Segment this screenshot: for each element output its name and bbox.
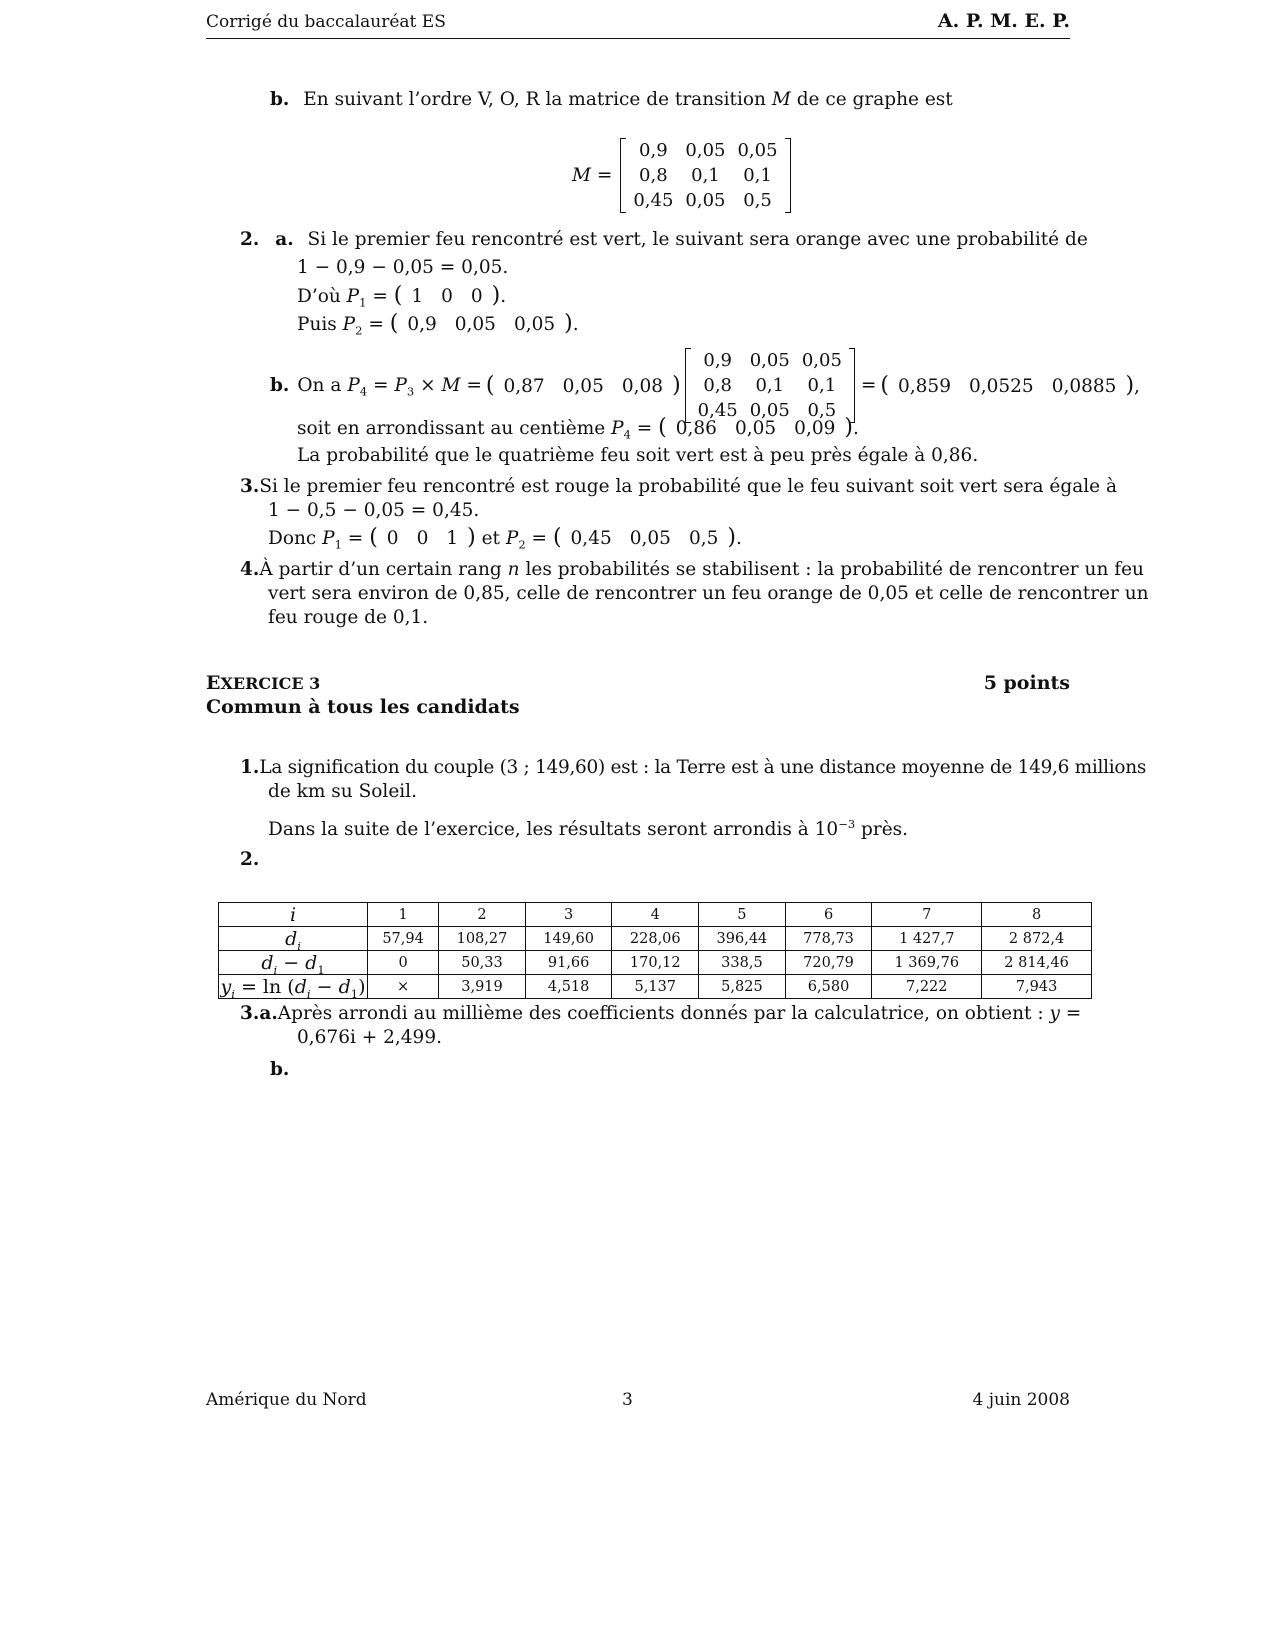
q2b-line3: La probabilité que le quatrième feu soit vert est à peu près égale à 0,86.	[297, 445, 979, 466]
matrix-cell: 0,05	[801, 350, 842, 371]
matrix-cell: 0,8	[639, 165, 668, 186]
table-cell: 1	[368, 903, 439, 927]
q2a-p-var: P	[346, 286, 360, 307]
table-cell: 170,12	[612, 951, 699, 975]
q2a-text1: Si le premier feu rencontré est vert, le suivant sera orange avec une probabilité de	[307, 229, 1088, 250]
table-cell: 5,137	[612, 975, 699, 999]
table-cell: 228,06	[612, 927, 699, 951]
row-label: $d_i - d_1$	[219, 951, 368, 975]
table-cell: 396,44	[699, 927, 786, 951]
page-number: 3	[622, 1390, 633, 1410]
matrix-row	[692, 348, 848, 373]
ex3-q2-number: 2.	[240, 849, 260, 870]
matrix-cell: 0,45	[697, 400, 738, 421]
table-cell: 2	[439, 903, 526, 927]
table-cell: 3	[525, 903, 612, 927]
row-label: $d_i$	[219, 927, 368, 951]
footer-date: 4 juin 2008	[972, 1390, 1070, 1410]
table-cell: 1 369,76	[872, 951, 982, 975]
table-row	[219, 975, 1092, 999]
q2a-line1	[240, 228, 1088, 252]
data-table	[218, 902, 1092, 999]
table-cell: 5	[699, 903, 786, 927]
exercise-3-subtitle: Commun à tous les candidats	[206, 696, 520, 718]
matrix-cell: 0,5	[743, 190, 772, 211]
q1b-var: M	[771, 89, 791, 110]
table-cell: 4,518	[525, 975, 612, 999]
table-row	[219, 951, 1092, 975]
table-cell: 0	[368, 951, 439, 975]
matrix-lhs: M =	[572, 165, 613, 186]
matrix-row	[627, 138, 783, 163]
q2b-prefix: On a	[297, 375, 342, 396]
matrix-cell: 0,1	[807, 375, 837, 396]
matrix-cell: 0,9	[639, 140, 668, 161]
exercise-3-points: 5 points	[983, 672, 1070, 694]
q2b-line2: soit en arrondissant au centième $P_4$ = ( 0,86 0,05 0,09 ).	[297, 415, 859, 442]
exercise-3-title: EXERCICE 3	[206, 672, 321, 694]
header-org: A. P. M. E. P.	[937, 10, 1070, 32]
table-cell: 4	[612, 903, 699, 927]
header-title: Corrigé du baccalauréat ES	[206, 12, 446, 32]
page-header	[206, 10, 1070, 39]
q2a-line4: Puis $P_2$ = ( 0,9 0,05 0,05 ).	[297, 311, 579, 338]
q2a-line2: 1 − 0,9 − 0,05 = 0,05.	[297, 257, 509, 278]
q4-line2: vert sera environ de 0,85, celle de rencontrer un feu orange de 0,05 et celle de rencontrer un	[268, 583, 1149, 604]
q2a-p-sub: 1	[359, 295, 367, 310]
table-cell: 2 872,4	[982, 927, 1092, 951]
table-row	[219, 927, 1092, 951]
p1-vector: ( 1 0 0 ).	[393, 283, 507, 308]
ex3-q1-line2: de km su Soleil.	[268, 781, 417, 802]
q3-line2: 1 − 0,5 − 0,05 = 0,45.	[268, 500, 480, 521]
matrix-cell: 0,05	[737, 140, 778, 161]
q2-number: 2.	[240, 229, 260, 250]
q2a-label: a.	[275, 229, 294, 250]
matrix-m2-table	[692, 348, 848, 423]
ex3-q3a-line1: 3. a. Après arrondi au millième des coefficients donnés par la calculatrice, on obtient : y =	[240, 1003, 1082, 1024]
q2a-p2-sub: 2	[355, 323, 363, 338]
table-cell: 2 814,46	[982, 951, 1092, 975]
matrix-cell: 0,8	[703, 375, 733, 396]
table-cell: 8	[982, 903, 1092, 927]
table-cell: 108,27	[439, 927, 526, 951]
matrix-cell: 0,9	[703, 350, 733, 371]
q2b-line1: b. On a $P_4 = P_3 \times M$ = ( 0,87 0,05 0,08 ) 0,9 0,05 0,05 0,8 0,1 0,1 0,45 0,05 0,5 = ( 0,859 0,0525 0,0885 ),	[270, 350, 1140, 421]
ex3-q3b-label: b.	[270, 1059, 290, 1080]
ex3-q3a-line2: 0,676i + 2,499.	[297, 1027, 442, 1048]
row-label: i	[219, 903, 368, 927]
q1b-line	[270, 88, 953, 112]
table-cell: 149,60	[525, 927, 612, 951]
table-cell: 778,73	[785, 927, 872, 951]
matrix-cell: 0,05	[749, 350, 790, 371]
q4-line1: 4. À partir d’un certain rang n les probabilités se stabilisent : la probabilité de rencontrer un feu	[240, 559, 1144, 580]
table-cell: 1 427,7	[872, 927, 982, 951]
table-cell: 7,943	[982, 975, 1092, 999]
matrix-cell: 0,05	[685, 140, 726, 161]
matrix-row	[627, 163, 783, 188]
table-cell: 6,580	[785, 975, 872, 999]
q4-line3: feu rouge de 0,1.	[268, 607, 429, 628]
matrix-row	[692, 373, 848, 398]
matrix-cell: 0,05	[685, 190, 726, 211]
q2a-line4-prefix: Puis	[297, 314, 337, 335]
q1b-text2: de ce graphe est	[796, 89, 953, 110]
table-cell: ×	[368, 975, 439, 999]
matrix-m-2	[685, 348, 855, 423]
table-cell: 7	[872, 903, 982, 927]
table-cell: 91,66	[525, 951, 612, 975]
row-label: $y_i = \ln (d_i - d_1)$	[219, 975, 368, 999]
p2-vector: ( 0,9 0,05 0,05 ).	[389, 311, 579, 336]
table-cell: 6	[785, 903, 872, 927]
matrix-cell: 0,1	[743, 165, 772, 186]
matrix-m-block	[572, 138, 791, 213]
p4-rounded-vector: ( 0,86 0,05 0,09 ).	[658, 415, 859, 440]
table-cell: 5,825	[699, 975, 786, 999]
matrix-m-table	[627, 138, 783, 213]
table-cell: 720,79	[785, 951, 872, 975]
q2a-line3: D’où $P_1$ = ( 1 0 0 ).	[297, 283, 507, 310]
p3-vector: ( 0,87 0,05 0,08 )	[485, 373, 681, 398]
q1b-label: b.	[270, 89, 290, 110]
table-cell: 338,5	[699, 951, 786, 975]
table-cell: 50,33	[439, 951, 526, 975]
matrix-m	[620, 138, 790, 213]
q3-line3: Donc $P_1$ = ( 0 0 1 ) et $P_2$ = ( 0,45 0,05 0,5 ).	[268, 525, 742, 552]
ex3-q1-note: Dans la suite de l’exercice, les résultats seront arrondis à $10^{-3}$ près.	[268, 816, 909, 840]
q2a-line3-prefix: D’où	[297, 286, 341, 307]
q3-line1: 3. Si le premier feu rencontré est rouge la probabilité que le feu suivant soit vert sera égale à	[240, 476, 1118, 497]
table-cell: 57,94	[368, 927, 439, 951]
footer-left: Amérique du Nord	[206, 1390, 367, 1410]
table-cell: 3,919	[439, 975, 526, 999]
matrix-cell: 0,1	[755, 375, 785, 396]
matrix-cell: 0,5	[807, 400, 837, 421]
q2a-p2-var: P	[342, 314, 356, 335]
matrix-row	[627, 188, 783, 213]
q2b-label: b.	[270, 375, 290, 396]
p4-result-vector: ( 0,859 0,0525 0,0885 ),	[880, 373, 1140, 398]
table-row	[219, 903, 1092, 927]
table-cell: 7,222	[872, 975, 982, 999]
q1b-text: En suivant l’ordre V, O, R la matrice de transition	[303, 89, 766, 110]
matrix-cell: 0,1	[691, 165, 720, 186]
matrix-cell: 0,05	[749, 400, 790, 421]
matrix-cell: 0,45	[633, 190, 674, 211]
ex3-q1-line1: 1. La signification du couple (3 ; 149,60) est : la Terre est à une distance moyenne de 149,6 millions	[240, 757, 1147, 778]
